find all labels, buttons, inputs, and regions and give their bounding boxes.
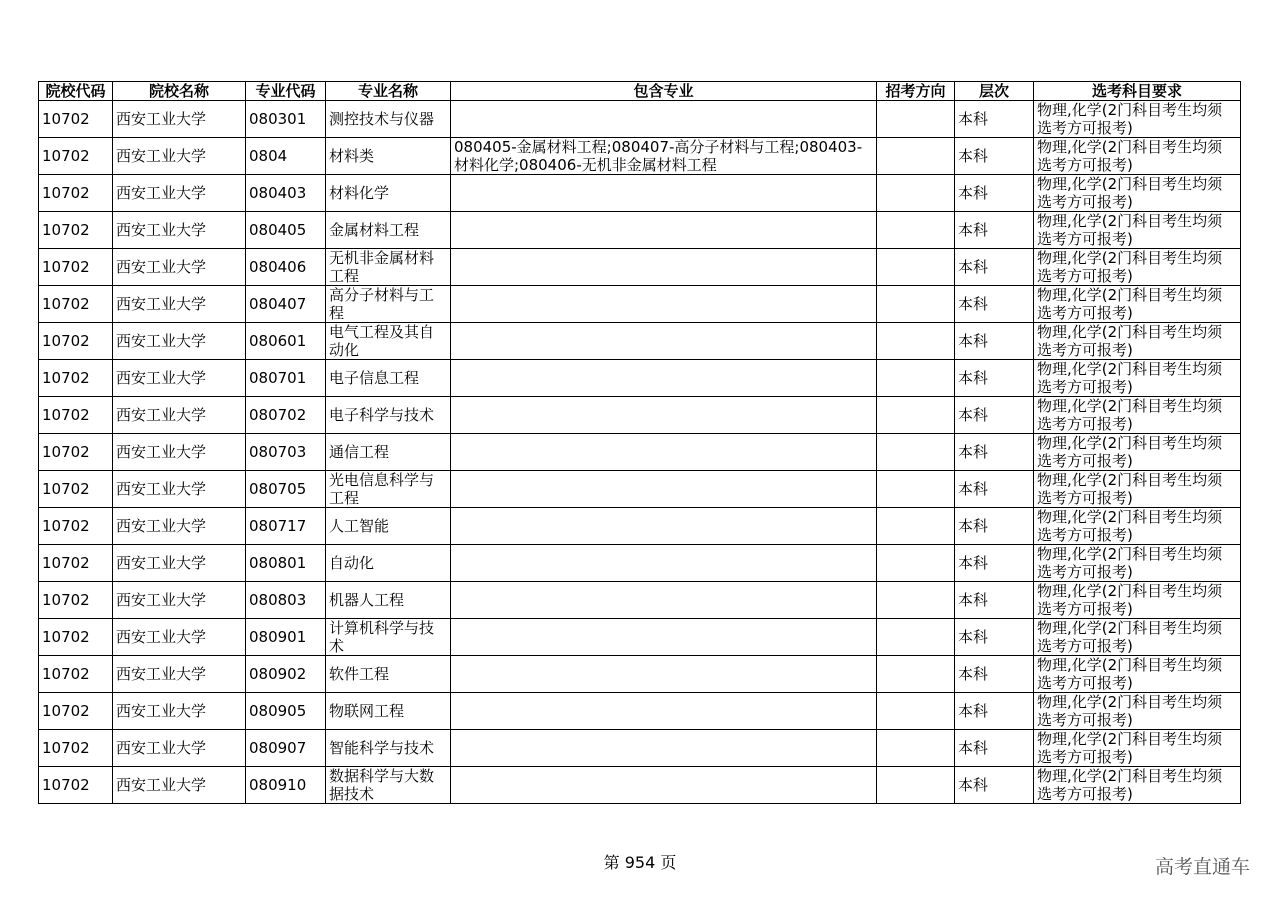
- major-code-cell: 080901: [246, 619, 326, 656]
- major-code-cell: 0804: [246, 138, 326, 175]
- level-cell: 本科: [955, 212, 1034, 249]
- direction-cell: [877, 397, 955, 434]
- header-major-code: 专业代码: [246, 82, 326, 101]
- direction-cell: [877, 101, 955, 138]
- header-level: 层次: [955, 82, 1034, 101]
- included-majors-cell: 080405-金属材料工程;080407-高分子材料与工程;080403-材料化学;080406-无机非金属材料工程: [451, 138, 877, 175]
- subject-requirement-cell: 物理,化学(2门科目考生均须选考方可报考): [1034, 471, 1241, 508]
- subject-requirement-cell: 物理,化学(2门科目考生均须选考方可报考): [1034, 397, 1241, 434]
- major-name-cell: 光电信息科学与工程: [326, 471, 451, 508]
- direction-cell: [877, 138, 955, 175]
- major-code-cell: 080601: [246, 323, 326, 360]
- direction-cell: [877, 434, 955, 471]
- school-name-cell: 西安工业大学: [113, 693, 246, 730]
- school-code-cell: 10702: [39, 249, 113, 286]
- subject-requirement-cell: 物理,化学(2门科目考生均须选考方可报考): [1034, 693, 1241, 730]
- major-code-cell: 080301: [246, 101, 326, 138]
- included-majors-cell: [451, 619, 877, 656]
- major-name-cell: 电气工程及其自动化: [326, 323, 451, 360]
- level-cell: 本科: [955, 619, 1034, 656]
- major-name-cell: 智能科学与技术: [326, 730, 451, 767]
- major-name-cell: 无机非金属材料工程: [326, 249, 451, 286]
- table-header-row: [39, 82, 1241, 101]
- included-majors-cell: [451, 212, 877, 249]
- direction-cell: [877, 323, 955, 360]
- table-row: [39, 397, 1241, 434]
- table-row: [39, 249, 1241, 286]
- major-code-cell: 080803: [246, 582, 326, 619]
- included-majors-cell: [451, 730, 877, 767]
- table-row: [39, 730, 1241, 767]
- subject-requirement-cell: 物理,化学(2门科目考生均须选考方可报考): [1034, 730, 1241, 767]
- included-majors-cell: [451, 471, 877, 508]
- school-name-cell: 西安工业大学: [113, 730, 246, 767]
- table-row: [39, 138, 1241, 175]
- level-cell: 本科: [955, 582, 1034, 619]
- included-majors-cell: [451, 693, 877, 730]
- major-code-cell: 080406: [246, 249, 326, 286]
- table-row: [39, 286, 1241, 323]
- level-cell: 本科: [955, 545, 1034, 582]
- table-row: [39, 101, 1241, 138]
- major-name-cell: 人工智能: [326, 508, 451, 545]
- included-majors-cell: [451, 582, 877, 619]
- major-name-cell: 自动化: [326, 545, 451, 582]
- table-row: [39, 508, 1241, 545]
- header-included-majors: 包含专业: [451, 82, 877, 101]
- school-code-cell: 10702: [39, 693, 113, 730]
- direction-cell: [877, 249, 955, 286]
- level-cell: 本科: [955, 249, 1034, 286]
- included-majors-cell: [451, 101, 877, 138]
- major-code-cell: 080701: [246, 360, 326, 397]
- school-name-cell: 西安工业大学: [113, 619, 246, 656]
- header-major-name: 专业名称: [326, 82, 451, 101]
- level-cell: 本科: [955, 508, 1034, 545]
- major-name-cell: 电子信息工程: [326, 360, 451, 397]
- included-majors-cell: [451, 508, 877, 545]
- table-row: [39, 693, 1241, 730]
- table-row: [39, 545, 1241, 582]
- school-code-cell: 10702: [39, 471, 113, 508]
- direction-cell: [877, 212, 955, 249]
- header-direction: 招考方向: [877, 82, 955, 101]
- subject-requirement-cell: 物理,化学(2门科目考生均须选考方可报考): [1034, 323, 1241, 360]
- school-name-cell: 西安工业大学: [113, 471, 246, 508]
- included-majors-cell: [451, 656, 877, 693]
- direction-cell: [877, 471, 955, 508]
- major-name-cell: 机器人工程: [326, 582, 451, 619]
- school-code-cell: 10702: [39, 582, 113, 619]
- level-cell: 本科: [955, 767, 1034, 804]
- level-cell: 本科: [955, 286, 1034, 323]
- header-school-name: 院校名称: [113, 82, 246, 101]
- school-name-cell: 西安工业大学: [113, 323, 246, 360]
- school-name-cell: 西安工业大学: [113, 656, 246, 693]
- direction-cell: [877, 360, 955, 397]
- included-majors-cell: [451, 397, 877, 434]
- school-code-cell: 10702: [39, 656, 113, 693]
- major-code-cell: 080902: [246, 656, 326, 693]
- table-row: [39, 323, 1241, 360]
- direction-cell: [877, 730, 955, 767]
- level-cell: 本科: [955, 693, 1034, 730]
- school-name-cell: 西安工业大学: [113, 545, 246, 582]
- major-code-cell: 080403: [246, 175, 326, 212]
- watermark-text: 高考直通车: [1154, 856, 1250, 878]
- direction-cell: [877, 582, 955, 619]
- school-name-cell: 西安工业大学: [113, 175, 246, 212]
- table-row: [39, 175, 1241, 212]
- school-name-cell: 西安工业大学: [113, 508, 246, 545]
- school-code-cell: 10702: [39, 730, 113, 767]
- table-row: [39, 434, 1241, 471]
- major-name-cell: 材料化学: [326, 175, 451, 212]
- direction-cell: [877, 656, 955, 693]
- direction-cell: [877, 508, 955, 545]
- page-number: 第 954 页: [603, 853, 677, 872]
- school-code-cell: 10702: [39, 138, 113, 175]
- level-cell: 本科: [955, 138, 1034, 175]
- direction-cell: [877, 693, 955, 730]
- included-majors-cell: [451, 286, 877, 323]
- direction-cell: [877, 545, 955, 582]
- header-subject-requirement: 选考科目要求: [1034, 82, 1241, 101]
- subject-requirement-cell: 物理,化学(2门科目考生均须选考方可报考): [1034, 656, 1241, 693]
- school-code-cell: 10702: [39, 619, 113, 656]
- major-name-cell: 软件工程: [326, 656, 451, 693]
- school-code-cell: 10702: [39, 397, 113, 434]
- table-row: [39, 767, 1241, 804]
- major-name-cell: 计算机科学与技术: [326, 619, 451, 656]
- school-name-cell: 西安工业大学: [113, 249, 246, 286]
- subject-requirement-cell: 物理,化学(2门科目考生均须选考方可报考): [1034, 360, 1241, 397]
- subject-requirement-cell: 物理,化学(2门科目考生均须选考方可报考): [1034, 175, 1241, 212]
- school-name-cell: 西安工业大学: [113, 212, 246, 249]
- school-name-cell: 西安工业大学: [113, 138, 246, 175]
- school-code-cell: 10702: [39, 767, 113, 804]
- level-cell: 本科: [955, 730, 1034, 767]
- subject-requirement-cell: 物理,化学(2门科目考生均须选考方可报考): [1034, 249, 1241, 286]
- included-majors-cell: [451, 434, 877, 471]
- major-name-cell: 通信工程: [326, 434, 451, 471]
- major-code-cell: 080717: [246, 508, 326, 545]
- direction-cell: [877, 286, 955, 323]
- school-name-cell: 西安工业大学: [113, 397, 246, 434]
- school-code-cell: 10702: [39, 434, 113, 471]
- major-code-cell: 080702: [246, 397, 326, 434]
- subject-requirement-cell: 物理,化学(2门科目考生均须选考方可报考): [1034, 434, 1241, 471]
- level-cell: 本科: [955, 175, 1034, 212]
- subject-requirement-cell: 物理,化学(2门科目考生均须选考方可报考): [1034, 545, 1241, 582]
- table-row: [39, 212, 1241, 249]
- school-code-cell: 10702: [39, 175, 113, 212]
- major-name-cell: 数据科学与大数据技术: [326, 767, 451, 804]
- school-code-cell: 10702: [39, 508, 113, 545]
- school-name-cell: 西安工业大学: [113, 582, 246, 619]
- major-name-cell: 材料类: [326, 138, 451, 175]
- major-code-cell: 080705: [246, 471, 326, 508]
- subject-requirement-cell: 物理,化学(2门科目考生均须选考方可报考): [1034, 286, 1241, 323]
- school-code-cell: 10702: [39, 101, 113, 138]
- level-cell: 本科: [955, 323, 1034, 360]
- level-cell: 本科: [955, 360, 1034, 397]
- subject-requirement-cell: 物理,化学(2门科目考生均须选考方可报考): [1034, 582, 1241, 619]
- major-code-cell: 080907: [246, 730, 326, 767]
- level-cell: 本科: [955, 101, 1034, 138]
- direction-cell: [877, 767, 955, 804]
- subject-requirement-cell: 物理,化学(2门科目考生均须选考方可报考): [1034, 767, 1241, 804]
- table-body: [39, 101, 1241, 804]
- school-code-cell: 10702: [39, 360, 113, 397]
- school-name-cell: 西安工业大学: [113, 360, 246, 397]
- school-name-cell: 西安工业大学: [113, 767, 246, 804]
- admissions-table: [38, 81, 1241, 804]
- major-name-cell: 测控技术与仪器: [326, 101, 451, 138]
- included-majors-cell: [451, 360, 877, 397]
- included-majors-cell: [451, 767, 877, 804]
- level-cell: 本科: [955, 434, 1034, 471]
- subject-requirement-cell: 物理,化学(2门科目考生均须选考方可报考): [1034, 619, 1241, 656]
- direction-cell: [877, 175, 955, 212]
- included-majors-cell: [451, 545, 877, 582]
- major-code-cell: 080801: [246, 545, 326, 582]
- subject-requirement-cell: 物理,化学(2门科目考生均须选考方可报考): [1034, 212, 1241, 249]
- table-row: [39, 360, 1241, 397]
- school-code-cell: 10702: [39, 545, 113, 582]
- school-name-cell: 西安工业大学: [113, 101, 246, 138]
- major-code-cell: 080405: [246, 212, 326, 249]
- level-cell: 本科: [955, 656, 1034, 693]
- subject-requirement-cell: 物理,化学(2门科目考生均须选考方可报考): [1034, 138, 1241, 175]
- subject-requirement-cell: 物理,化学(2门科目考生均须选考方可报考): [1034, 508, 1241, 545]
- major-name-cell: 物联网工程: [326, 693, 451, 730]
- major-name-cell: 高分子材料与工程: [326, 286, 451, 323]
- table-row: [39, 656, 1241, 693]
- table-row: [39, 471, 1241, 508]
- direction-cell: [877, 619, 955, 656]
- major-name-cell: 金属材料工程: [326, 212, 451, 249]
- school-code-cell: 10702: [39, 323, 113, 360]
- major-code-cell: 080407: [246, 286, 326, 323]
- major-code-cell: 080905: [246, 693, 326, 730]
- major-code-cell: 080703: [246, 434, 326, 471]
- school-name-cell: 西安工业大学: [113, 434, 246, 471]
- subject-requirement-cell: 物理,化学(2门科目考生均须选考方可报考): [1034, 101, 1241, 138]
- school-code-cell: 10702: [39, 286, 113, 323]
- included-majors-cell: [451, 249, 877, 286]
- included-majors-cell: [451, 175, 877, 212]
- level-cell: 本科: [955, 471, 1034, 508]
- school-name-cell: 西安工业大学: [113, 286, 246, 323]
- included-majors-cell: [451, 323, 877, 360]
- table-row: [39, 619, 1241, 656]
- major-code-cell: 080910: [246, 767, 326, 804]
- table-row: [39, 582, 1241, 619]
- header-school-code: 院校代码: [39, 82, 113, 101]
- school-code-cell: 10702: [39, 212, 113, 249]
- major-name-cell: 电子科学与技术: [326, 397, 451, 434]
- level-cell: 本科: [955, 397, 1034, 434]
